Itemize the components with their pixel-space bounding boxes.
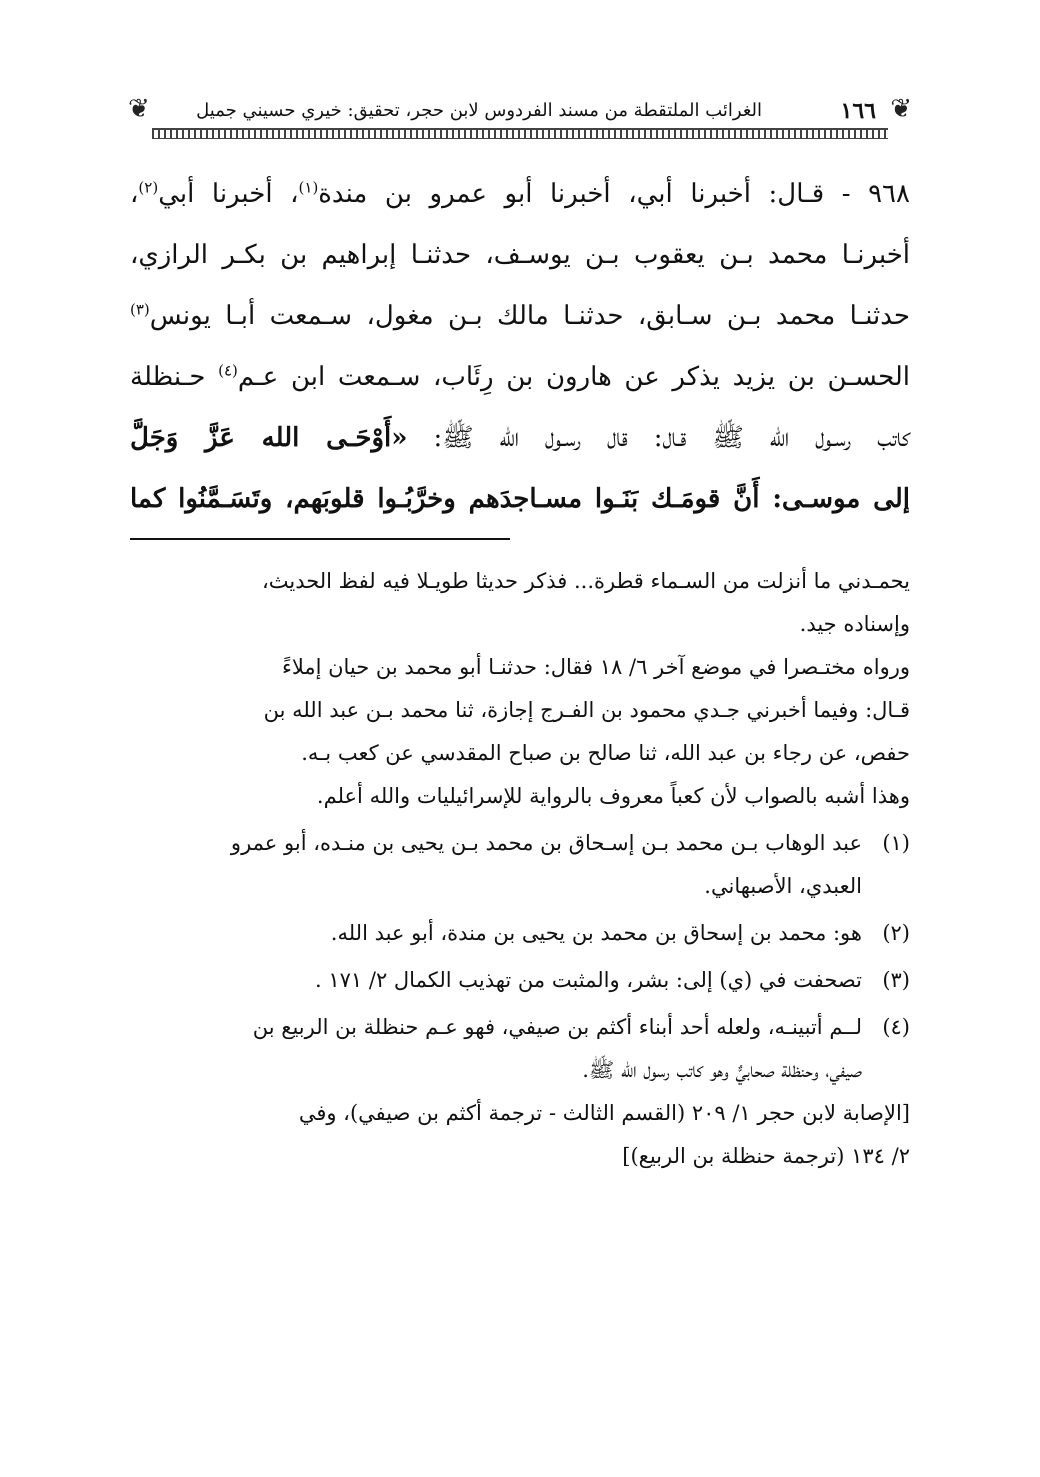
footnote-number: (٣) (882, 968, 910, 992)
note-line: ورواه مختـصرا في موضع آخر ٦/ ١٨ فقال: حدثنـا أبو محمد بن حيان إملاءً (281, 655, 910, 679)
text-run: حدثنـا محمد بـن سـابق، حدثنـا مالك بـن مغول، سـمعت أبـا يونس (149, 301, 910, 331)
main-line (130, 164, 910, 225)
text-run: كاتب رسـول الله ﷺ قـال: قال رسـول الله ﷺ: (407, 423, 910, 453)
main-text (130, 164, 910, 530)
footnotes-section (130, 560, 910, 1178)
ornament-icon: ❦ (890, 94, 912, 124)
note-line: صيفي، وحنظلة صحابيٌّ وهو كاتب رسول الله ﷺ. (582, 1058, 862, 1082)
note-line: ٢/ ١٣٤ (ترجمة حنظلة بن الربيع)] (622, 1144, 910, 1168)
footnote-2 (130, 912, 910, 955)
main-line (130, 347, 910, 408)
footnote-4 (130, 1006, 910, 1092)
footnote-1 (130, 822, 910, 908)
footnote-number: (٢) (882, 921, 910, 945)
text-run: أخبرنـا محمد بـن يعقوب بـن يوسـف، حدثنـا إبراهيم بن بكـر الرازي، (130, 240, 910, 270)
text-run: حـنظلة (130, 362, 219, 392)
footnote-ref: (٣) (130, 300, 150, 319)
running-title: الغرائب الملتقطة من مسند الفردوس لابن حجر، تحقيق: خيري حسيني جميل (196, 100, 762, 121)
footnote-text (130, 959, 862, 1002)
footnote-ref: (٤) (218, 361, 238, 380)
hadith-text: إلى موسـى: أَنَّ قومَـك بَنَـوا مسـاجدَهم وخرَّبُـوا قلوبَهم، وتَسَـمَّنُوا كما (130, 484, 910, 514)
note-line: هو: محمد بن إسحاق بن محمد بن يحيى بن مندة، أبو عبد الله. (330, 921, 862, 945)
text-run: الحسـن بن يزيد يذكر عن هارون بن رِئَاب، سـمعت ابن عـم (237, 362, 910, 392)
page-number: ١٦٦ (840, 98, 876, 124)
ornament-icon: ❦ (128, 94, 150, 124)
text-run: ، (130, 179, 139, 209)
note-line: تصحفت في (ي) إلى: بشر، والمثبت من تهذيب الكمال ٢/ ١٧١ . (315, 968, 862, 992)
main-line (130, 286, 910, 347)
main-line (130, 408, 910, 469)
page-header (128, 92, 912, 148)
header-rule (152, 128, 888, 139)
text-run: ٩٦٨ - قـال: أخبرنا أبي، أخبرنا أبو عمرو بن مندة (318, 179, 910, 209)
note-line: لــم أتبينـه، ولعله أحد أبناء أكثم بن صيفي، فهو عـم حنظلة بن الربيع بن (252, 1015, 862, 1039)
footnote-ref: (٢) (138, 178, 159, 197)
main-line (130, 225, 910, 286)
footnote-number: (٤) (882, 1015, 910, 1039)
footnote-number: (١) (882, 831, 910, 855)
note-line: وإسناده جيد. (799, 612, 910, 636)
footnote-text (130, 1006, 862, 1092)
footnote-text (130, 822, 862, 908)
footnote-3 (130, 959, 910, 1002)
text-run: ، أخبرنا أبي (158, 179, 299, 209)
note-line: العبدي، الأصبهاني. (704, 874, 862, 898)
footnote-text (130, 912, 862, 955)
note-line: وهذا أشبه بالصواب لأن كعباً معروف بالرواية للإسرائيليات والله أعلم. (316, 784, 910, 808)
note-line: [الإصابة لابن حجر ١/ ٢٠٩ (القسم الثالث - ترجمة أكثم بن صيفي)، وفي (298, 1101, 910, 1125)
main-line (130, 469, 910, 530)
reference-bracket (130, 1092, 910, 1178)
note-continuation (130, 560, 910, 646)
hadith-text: «أَوْحَـى الله عَزَّ وَجَلَّ (130, 423, 408, 453)
note-line: قـال: وفيما أخبرني جـدي محمود بن الفـرج إجازة، ثنا محمد بـن عبد الله بن (263, 698, 910, 722)
note-paragraph (130, 646, 910, 818)
note-line: يحمـدني ما أنزلت من السـماء قطرة... فذكر حديثا طويـلا فيه لفظ الحديث، (261, 569, 910, 593)
footnote-separator (130, 538, 510, 540)
footnote-ref: (١) (298, 178, 319, 197)
note-line: عبد الوهاب بـن محمد بـن إسـحاق بن محمد بـن يحيى بن منـده، أبو عمرو (230, 831, 862, 855)
note-line: حفص، عن رجاء بن عبد الله، ثنا صالح بن صباح المقدسي عن كعب بـه. (301, 741, 910, 765)
